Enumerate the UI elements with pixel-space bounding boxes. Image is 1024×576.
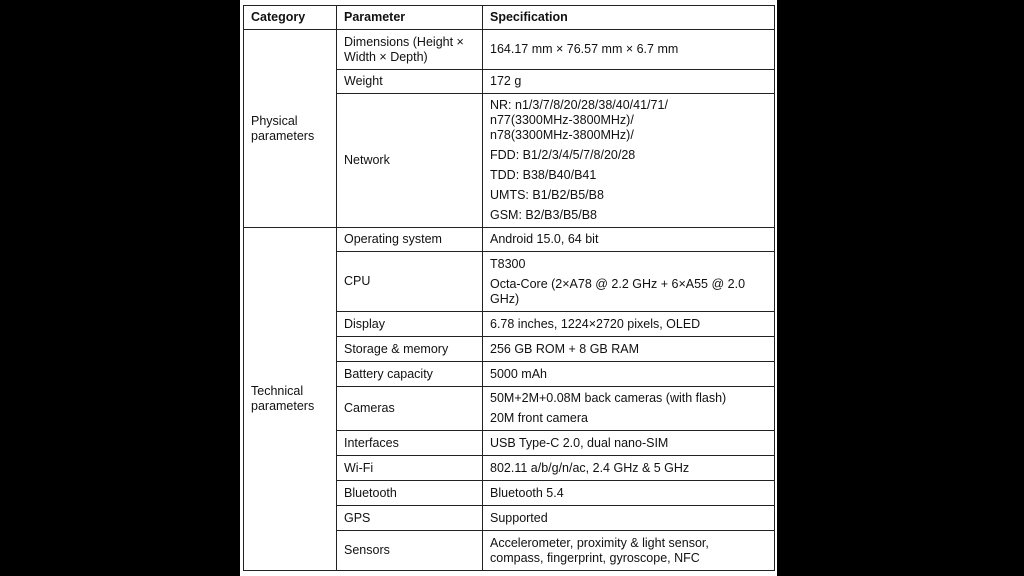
spec-line: n78(3300MHz-3800MHz)/ (490, 128, 634, 142)
spec-cell (483, 531, 775, 571)
spec-line: Octa-Core (2×A78 @ 2.2 GHz + 6×A55 @ 2.0 (490, 276, 746, 291)
table-header-row (244, 6, 775, 30)
category-technical (244, 228, 337, 571)
param-cell: GPS (337, 506, 483, 531)
param-label-line: Width × Depth) (344, 49, 428, 64)
table-row (244, 30, 775, 70)
spec-line: n77(3300MHz-3800MHz)/ (490, 113, 634, 127)
header-specification: Specification (483, 6, 775, 30)
param-cell: Bluetooth (337, 481, 483, 506)
spec-cell (483, 387, 775, 431)
spec-cell: 164.17 mm × 76.57 mm × 6.7 mm (483, 30, 775, 70)
spec-cell: 802.11 a/b/g/n/ac, 2.4 GHz & 5 GHz (483, 456, 775, 481)
spec-line: 20M front camera (490, 411, 588, 425)
table-row (244, 228, 775, 252)
header-parameter: Parameter (337, 6, 483, 30)
param-cell (337, 30, 483, 70)
param-cell: Battery capacity (337, 362, 483, 387)
spec-line: GSM: B2/B3/B5/B8 (490, 208, 597, 222)
param-cell: Wi-Fi (337, 456, 483, 481)
param-cell: Network (337, 94, 483, 228)
spec-line: UMTS: B1/B2/B5/B8 (490, 188, 604, 202)
spec-line: 50M+2M+0.08M back cameras (with flash) (490, 391, 727, 405)
spec-cell: Android 15.0, 64 bit (483, 228, 775, 252)
spec-cell: Supported (483, 506, 775, 531)
category-physical (244, 30, 337, 228)
category-label-line: parameters (251, 399, 315, 413)
header-category: Category (244, 6, 337, 30)
spec-cell: 5000 mAh (483, 362, 775, 387)
spec-cell (483, 94, 775, 228)
param-cell: Operating system (337, 228, 483, 252)
param-cell: Interfaces (337, 431, 483, 456)
spec-line: compass, fingerprint, gyroscope, NFC (490, 550, 700, 565)
spec-line: TDD: B38/B40/B41 (490, 168, 597, 182)
spec-table (243, 5, 775, 571)
spec-cell: USB Type-C 2.0, dual nano-SIM (483, 431, 775, 456)
category-label-line: Physical (251, 113, 298, 128)
spec-cell: 256 GB ROM + 8 GB RAM (483, 337, 775, 362)
param-cell: Display (337, 312, 483, 337)
param-cell: Storage & memory (337, 337, 483, 362)
spec-cell: 172 g (483, 70, 775, 94)
spec-line: GHz) (490, 291, 520, 306)
category-label-line: Technical (251, 384, 304, 398)
spec-cell: 6.78 inches, 1224×2720 pixels, OLED (483, 312, 775, 337)
spec-cell: Bluetooth 5.4 (483, 481, 775, 506)
param-cell: CPU (337, 252, 483, 312)
spec-line: FDD: B1/2/3/4/5/7/8/20/28 (490, 148, 636, 162)
category-label-line: parameters (251, 128, 315, 143)
param-cell: Weight (337, 70, 483, 94)
param-cell: Cameras (337, 387, 483, 431)
param-cell: Sensors (337, 531, 483, 571)
spec-line: Accelerometer, proximity & light sensor, (490, 535, 709, 550)
document-page (240, 0, 777, 576)
spec-line: NR: n1/3/7/8/20/28/38/40/41/71/ (490, 98, 668, 112)
param-label-line: Dimensions (Height × (344, 34, 464, 49)
spec-cell (483, 252, 775, 312)
spec-line: T8300 (490, 256, 526, 271)
